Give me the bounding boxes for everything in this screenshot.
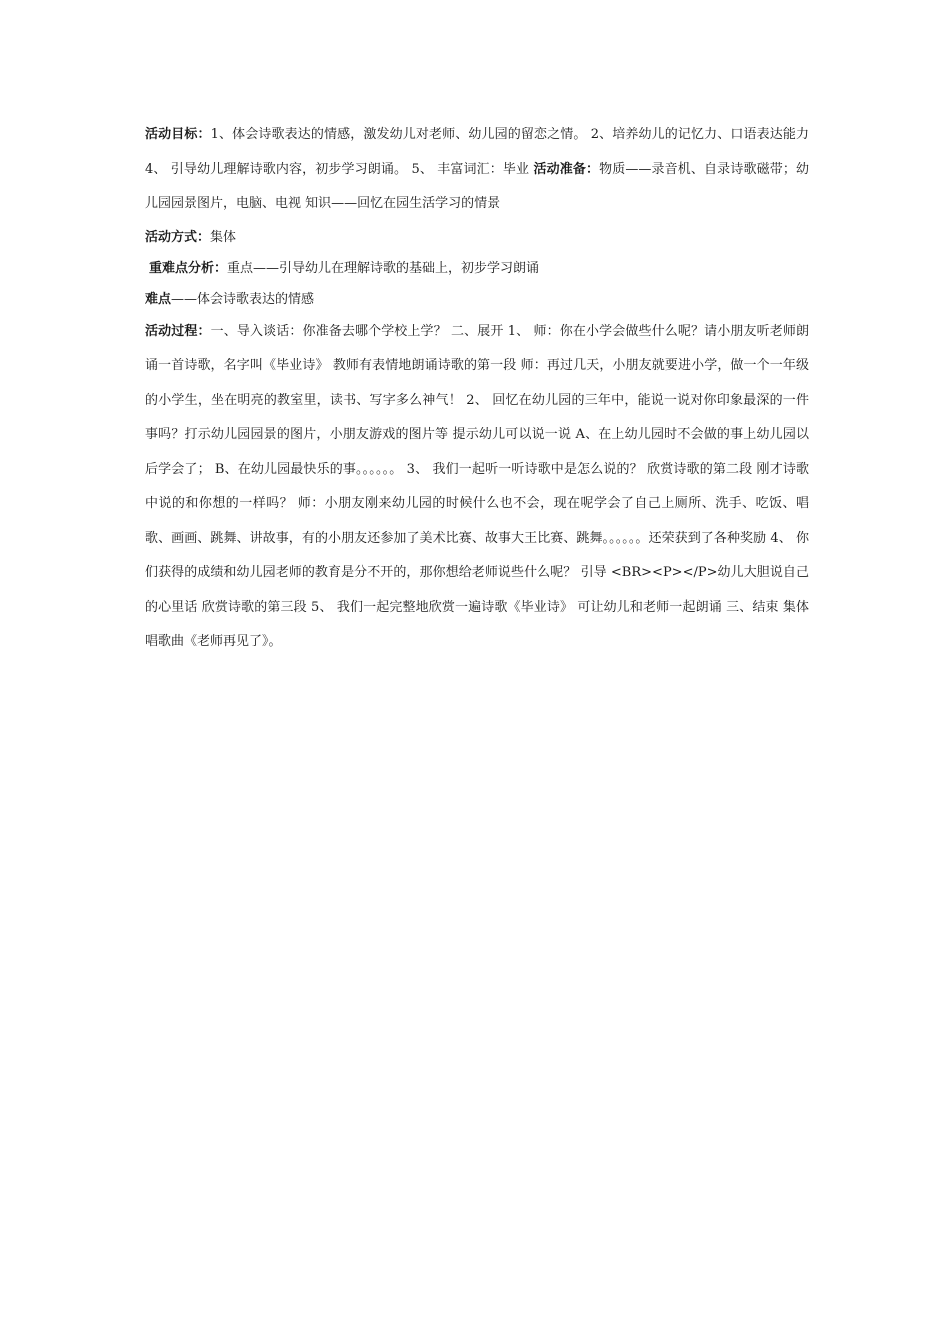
key-analysis-paragraph xyxy=(145,253,809,284)
activity-method-text: 集体 xyxy=(210,229,237,245)
activity-process-paragraph xyxy=(145,315,809,660)
activity-goals-paragraph xyxy=(145,118,809,222)
activity-prep-text: 物质——录音机、自录诗歌磁带；幼儿园园景图片，电脑、电视 知识——回忆在园生活学习的情景 xyxy=(145,161,809,211)
activity-process-label: 活动过程： xyxy=(145,323,211,339)
activity-method-paragraph xyxy=(145,222,809,253)
difficulty-paragraph xyxy=(145,284,809,315)
difficulty-text: ——体会诗歌表达的情感 xyxy=(171,291,315,307)
activity-goals-text: 1、体会诗歌表达的情感，激发幼儿对老师、幼儿园的留恋之情。 2、培养幼儿的记忆力、口语表达能力 4、 引导幼儿理解诗歌内容，初步学习朗诵。 5、 丰富词汇：毕业 xyxy=(145,127,809,177)
activity-prep-label: 活动准备： xyxy=(533,161,600,177)
key-analysis-text: 重点——引导幼儿在理解诗歌的基础上，初步学习朗诵 xyxy=(227,260,540,276)
activity-goals-label: 活动目标： xyxy=(145,127,211,142)
difficulty-label: 难点 xyxy=(145,291,172,307)
document-body xyxy=(145,118,809,660)
key-analysis-label: 重难点分析： xyxy=(149,260,228,276)
activity-process-text: 一、导入谈话：你准备去哪个学校上学？ 二、展开 1、 师：你在小学会做些什么呢？请小朋友听老师朗诵一首诗歌，名字叫《毕业诗》 教师有表情地朗诵诗歌的第一段 师：再过几天，小朋友就要进小学，做一个一年级的小学生，坐在明亮的教室里，读书、写字多么神气！ 2、 回忆在幼儿园的三年中，能说一说对你印象最深的一件事吗？打示幼儿园园景的图片，小朋友游戏的图片等 提示幼儿可以说一说 A、在上幼儿园时不会做的事上幼儿园以后学会了； B、在幼儿园最快乐的事。。。。。。 3、 我们一起听一听诗歌中是怎么说的？ 欣赏诗歌的第二段 刚才诗歌中说的和你想的一样吗？ 师：小朋友刚来幼儿园的时候什么也不会，现在呢学会了自己上厕所、洗手、吃饭、唱歌、画画、跳舞、讲故事，有的小朋友还参加了美术比赛、故事大王比赛、跳舞。。。。。。还荣获到了各种奖励 4、 你们获得的成绩和幼儿园老师的教育是分不开的，那你想给老师说些什么呢？ 引导 <BR><P></P>幼儿大胆说自己的心里话 欣赏诗歌的第三段 5、 我们一起完整地欣赏一遍诗歌《毕业诗》 可让幼儿和老师一起朗诵 三、结束 集体唱歌曲《老师再见了》。 xyxy=(145,323,809,649)
activity-method-label: 活动方式： xyxy=(145,229,211,245)
